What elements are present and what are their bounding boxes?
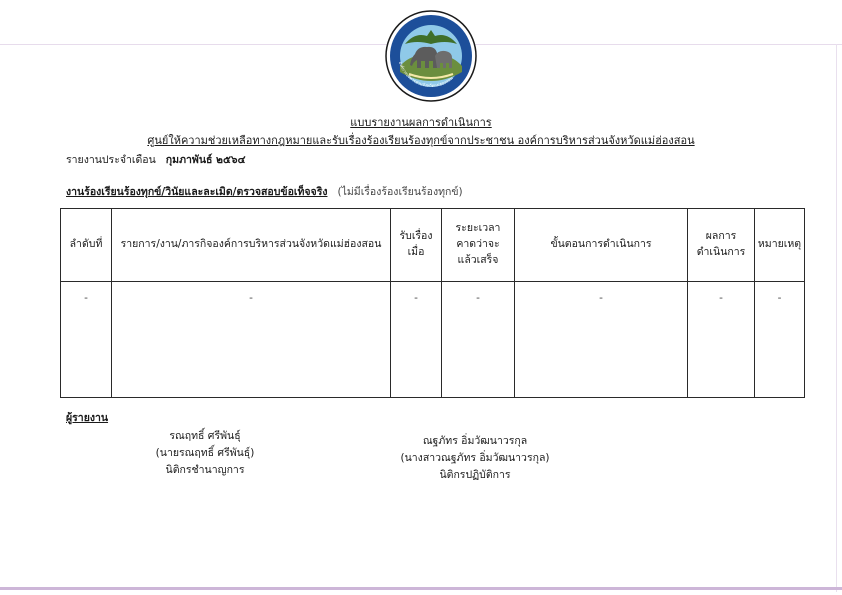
elephant-seal-icon bbox=[385, 10, 477, 102]
reporter-left-position: นิติกรชำนาญการ bbox=[165, 464, 245, 476]
center-title: ศูนย์ให้ความช่วยเหลือทางกฎหมายและรับเรื่องร้องเรียนร้องทุกข์จากประชาชน องค์การบริหารส่วนจังหวัดแม่ฮ่องสอน bbox=[147, 134, 695, 147]
period-label: รายงานประจำเดือน bbox=[66, 154, 156, 166]
reporter-left-name: (นายรณฤทธิ์ ศรีพันธุ์) bbox=[155, 447, 255, 459]
table-row bbox=[61, 282, 805, 398]
reporter-left-signature: รณฤทธิ์ ศรีพันธุ์ bbox=[169, 430, 241, 442]
cell-duration: - bbox=[442, 282, 515, 398]
reporter-right-signature: ณฐภัทร อิ่มวัฒนาวรกุล bbox=[422, 435, 528, 447]
section-note: (ไม่มีเรื่องร้องเรียนร้องทุกข์) bbox=[337, 186, 463, 198]
seal-arc-text: องค์การบริหารส่วนจังหวัดแม่ฮ่องสอน bbox=[398, 60, 454, 88]
scan-border-bottom bbox=[0, 587, 842, 590]
period-row bbox=[66, 151, 246, 168]
reporter-right-position: นิติกรปฏิบัติการ bbox=[439, 469, 511, 481]
header-result bbox=[688, 209, 755, 282]
header-item: รายการ/งาน/ภารกิจองค์การบริหารส่วนจังหวัดแม่ฮ่องสอน bbox=[112, 209, 391, 282]
reporter-right-name: (นางสาวณฐภัทร อิ่มวัฒนาวรกุล) bbox=[400, 452, 550, 464]
reporter-left bbox=[120, 428, 290, 479]
header-no: ลำดับที่ bbox=[61, 209, 112, 282]
header-result-line1: ผลการ bbox=[705, 230, 737, 243]
cell-steps: - bbox=[515, 282, 688, 398]
header-received-line1: รับเรื่อง bbox=[399, 230, 433, 243]
section-row bbox=[66, 183, 463, 200]
header-steps: ขั้นตอนการดำเนินการ bbox=[515, 209, 688, 282]
header-duration-line1: ระยะเวลา bbox=[455, 222, 501, 235]
header-duration bbox=[442, 209, 515, 282]
header-received bbox=[391, 209, 442, 282]
cell-no: - bbox=[61, 282, 112, 398]
header-duration-line3: แล้วเสร็จ bbox=[457, 253, 499, 266]
header-remark: หมายเหตุ bbox=[755, 209, 805, 282]
cell-remark: - bbox=[755, 282, 805, 398]
reporter-label: ผู้รายงาน bbox=[66, 412, 109, 424]
period-value: กุมภาพันธ์ ๒๕๖๔ bbox=[165, 154, 246, 166]
section-title: งานร้องเรียนร้องทุกข์/วินัยและละเมิด/ตรวจสอบข้อเท็จจริง bbox=[66, 186, 328, 198]
report-table bbox=[60, 208, 805, 398]
header-result-line2: ดำเนินการ bbox=[696, 246, 746, 258]
header-received-line2: เมื่อ bbox=[407, 246, 425, 258]
reporter-right bbox=[360, 433, 590, 484]
form-title: แบบรายงานผลการดำเนินการ bbox=[350, 116, 492, 129]
table-header-row bbox=[61, 209, 805, 282]
header-duration-line2: คาดว่าจะ bbox=[456, 238, 500, 251]
cell-result: - bbox=[688, 282, 755, 398]
cell-received: - bbox=[391, 282, 442, 398]
cell-item: - bbox=[112, 282, 391, 398]
